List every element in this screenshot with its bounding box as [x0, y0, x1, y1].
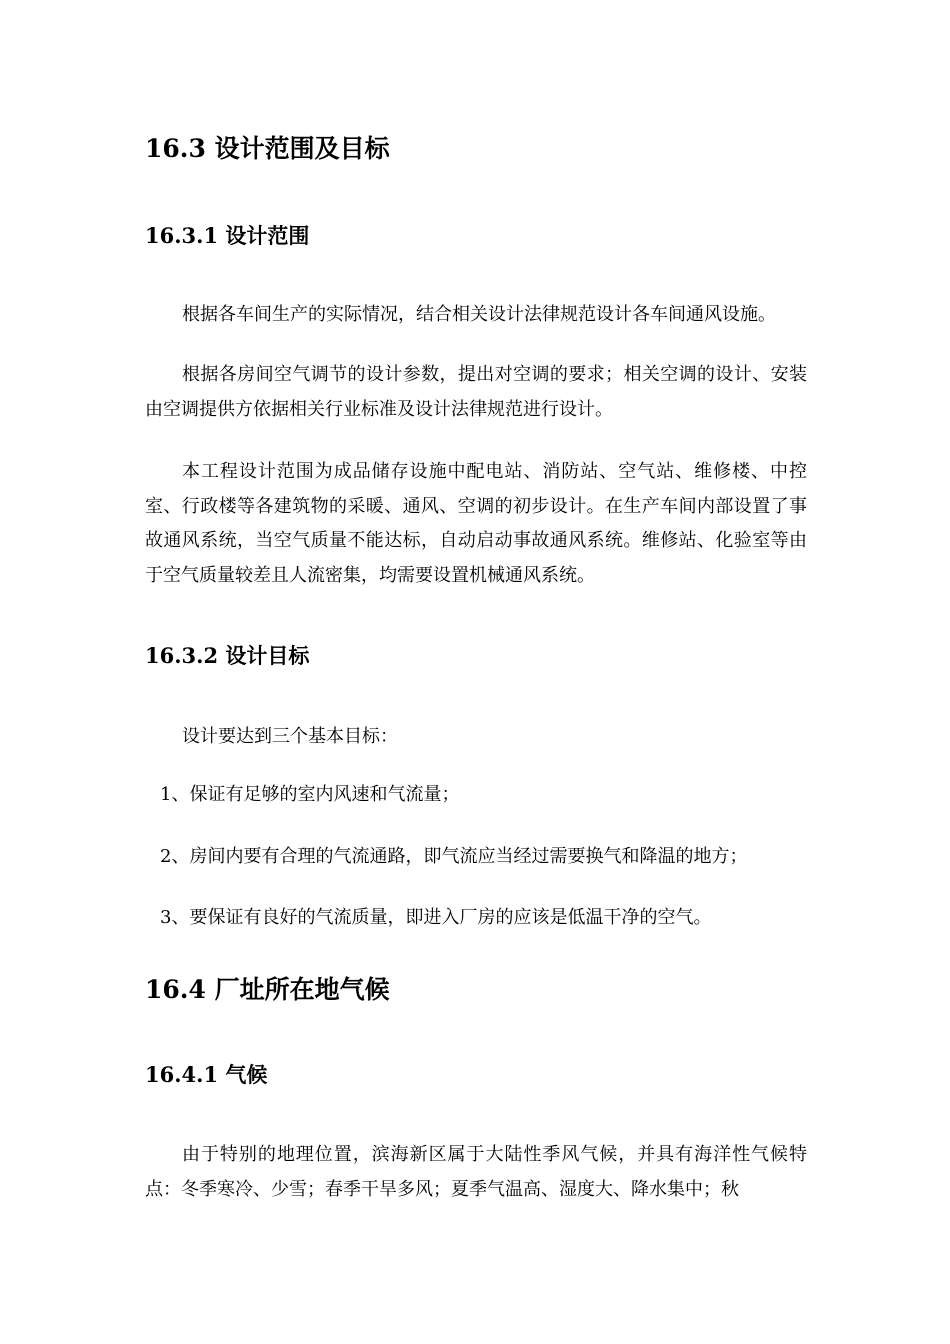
- subsection-heading-16-3-1: 16.3.1 设计范围: [145, 223, 310, 248]
- paragraph-climate: 由于特别的地理位置，滨海新区属于大陆性季风气候，并具有海洋性气候特点：冬季寒冷、少雪；春季干旱多风；夏季气温高、湿度大、降水集中；秋: [145, 1144, 807, 1200]
- section-heading-16-4: 16.4 厂址所在地气候: [145, 975, 390, 1004]
- subsection-heading-16-4-1: 16.4.1 气候: [145, 1062, 268, 1087]
- paragraph-scope-2: 根据各房间空气调节的设计参数，提出对空调的要求；相关空调的设计、安装由空调提供方依据相关行业标准及设计法律规范进行设计。: [145, 364, 807, 420]
- paragraph-scope-1: 根据各车间生产的实际情况，结合相关设计法律规范设计各车间通风设施。: [182, 304, 776, 325]
- list-item-goal-2: 2、房间内要有合理的气流通路，即气流应当经过需要换气和降温的地方；: [160, 846, 748, 867]
- subsection-heading-16-3-2: 16.3.2 设计目标: [145, 643, 310, 668]
- paragraph-scope-3: 本工程设计范围为成品储存设施中配电站、消防站、空气站、维修楼、中控室、行政楼等各建筑物的采暖、通风、空调的初步设计。在生产车间内部设置了事故通风系统，当空气质量不能达标，自动启动事故通风系统。维修站、化验室等由于空气质量较差且人流密集，均需要设置机械通风系统。: [145, 461, 807, 586]
- section-heading-16-3: 16.3 设计范围及目标: [145, 134, 390, 163]
- paragraph-goals-intro: 设计要达到三个基本目标：: [182, 726, 398, 747]
- list-item-goal-1: 1、保证有足够的室内风速和气流量；: [160, 784, 460, 805]
- list-item-goal-3: 3、要保证有良好的气流质量，即进入厂房的应该是低温干净的空气。: [160, 907, 712, 928]
